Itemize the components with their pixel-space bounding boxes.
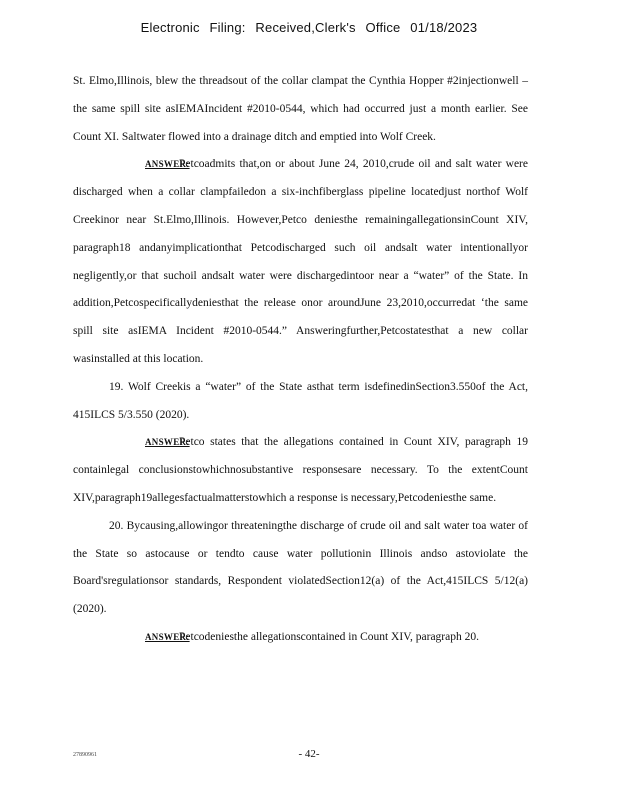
answer-text: Petcoadmits that,on or about June 24, 2010,crude oil and salt water were discharged when a collar clampfailedon a six-inchfiberglass pipeline locatedjust northof Wolf Creekinor near St.Elmo,Illinois. However,Petco deniesthe remainingallegationsinCount XIV, paragraph18 andanyimplicationthat Petcodischarged such oil andsalt water intentionallyor negligently,or that suchoil andsalt water were dischargedintoor near a “water” of the State. In addition,Petcospecificallydeniesthat the release onor aroundJune 23,2010,occurredat ‘the same spill site asIEMA Incident #2010-0544.” Answeringfurther,Petcostatesthat a new collar wasinstalled at this location.	[73, 158, 528, 365]
answer-label: ANSWER:	[145, 631, 190, 642]
answer-paragraph	[73, 151, 528, 373]
answer-paragraph	[73, 429, 528, 512]
answer-label: ANSWER:	[145, 437, 190, 448]
answer-label: ANSWER:	[145, 159, 190, 170]
numbered-paragraph-19: 19. Wolf Creekis a “water” of the State asthat term isdefinedinSection3.550of the Act, 415ILCS 5/3.550 (2020).	[73, 380, 528, 421]
answer-text: Petco states that the allegations contained in Count XIV, paragraph 19 containlegal conclusionstowhichnosubstantive responsesare necessary. To the extentCount XIV,paragraph19allegesfactualmatterstowhich a response is necessary,Petcodeniesthe same.	[73, 436, 528, 504]
document-id: 27890961	[73, 752, 97, 758]
answer-text: Petcodeniesthe allegationscontained in Count XIV, paragraph 20.	[179, 630, 479, 643]
page-number: - 42-	[298, 748, 320, 760]
continuation-paragraph: St. Elmo,Illinois, blew the threadsout of the collar clampat the Cynthia Hopper #2injectionwell – the same spill site asIEMAIncident #2010-0544, which had occurred just a month earlier. See Count XI. Saltwater flowed into a drainage ditch and emptied into Wolf Creek.	[73, 75, 528, 143]
electronic-filing-header: Electronic Filing: Received,Clerk's Office 01/18/2023	[140, 20, 478, 35]
document-body	[73, 68, 528, 652]
answer-paragraph	[73, 624, 528, 652]
numbered-paragraph-20: 20. Bycausing,allowingor threateningthe discharge of crude oil and salt water toa water of the State so astocause or tendto cause water pollutionin Illinois andso astoviolate the Board'sregulationsor standards, Respondent violatedSection12(a) of the Act,415ILCS 5/12(a) (2020).	[73, 519, 528, 616]
